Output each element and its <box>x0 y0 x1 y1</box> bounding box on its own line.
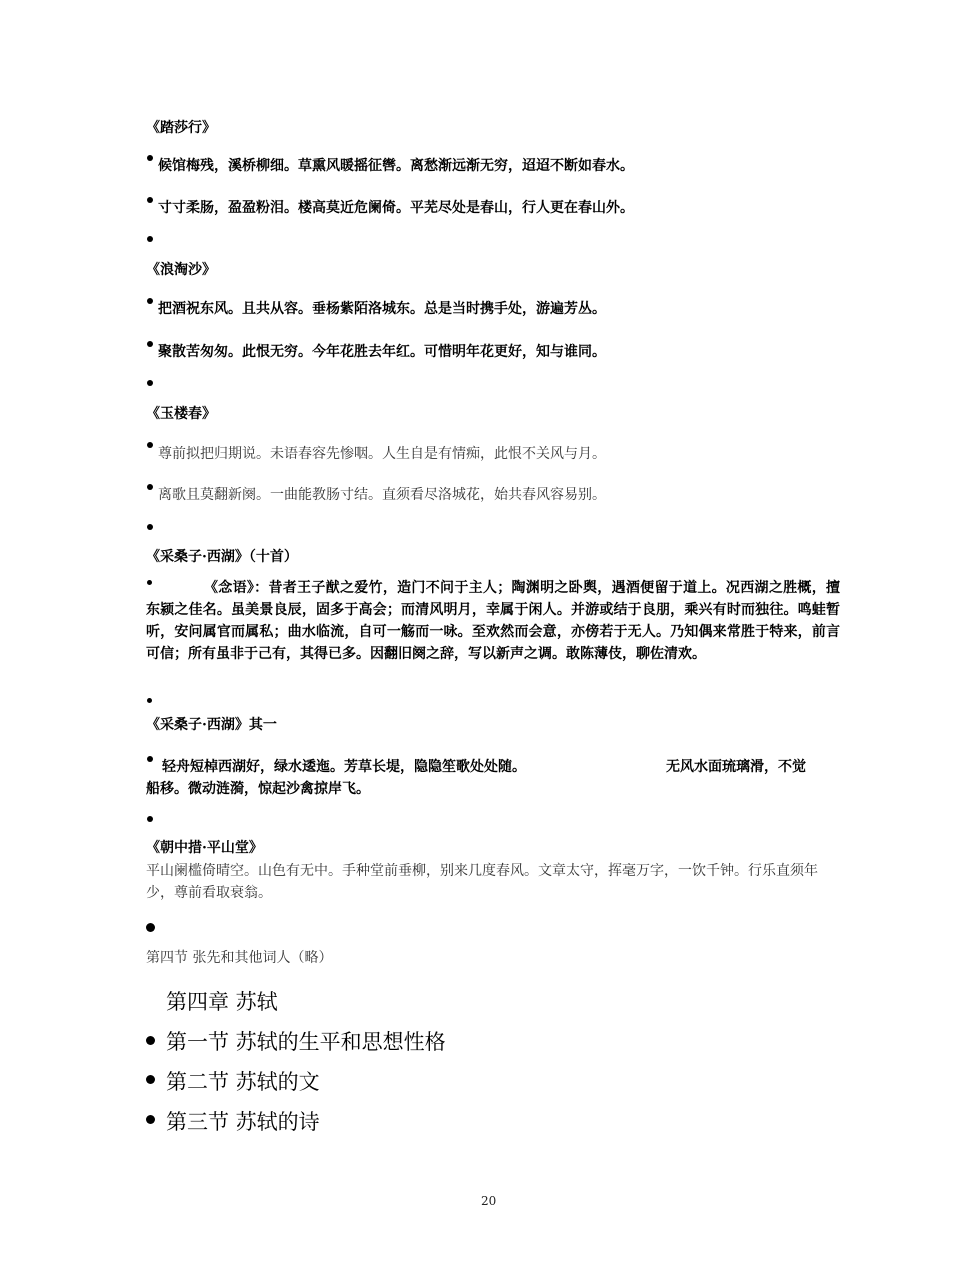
preface-paragraph: 《念语》：昔者王子猷之爱竹，造门不问于主人；陶渊明之卧舆，遇酒便留于道上。况西湖之胜概，擅东颍之佳名。虽美景良辰，固多于高会；而清风明月，幸属于闲人。并游或结于良朋，乘兴有时而独往。鸣蛙暂听，安问属官而属私；曲水临流，自可一觞而一咏。至欢然而会意，亦傍若于无人。乃知偶来常胜于特来，前言可信；所有虽非于己有，其得已多。因翻旧阕之辞，写以新声之调。敢陈薄伎，聊佐清欢。 <box>146 580 840 662</box>
bullet <box>146 1075 155 1084</box>
chapter-item: 第二节 苏轼的文 <box>166 1070 320 1094</box>
poem-line: 候馆梅残，溪桥柳细。草熏风暖摇征辔。离愁渐远渐无穷，迢迢不断如春水。 <box>158 158 634 174</box>
poem-line: 轻舟短棹西湖好，绿水逶迤。芳草长堤，隐隐笙歌处处随。 <box>162 759 526 775</box>
bullet <box>147 524 153 530</box>
poem-paragraph: 平山阑槛倚晴空。山色有无中。手种堂前垂柳，别来几度春风。文章太守，挥毫万字，一饮千钟。行乐直须年少，尊前看取衰翁。 <box>146 863 818 901</box>
bullet <box>146 1115 155 1124</box>
poem-title-yulouchun: 《玉楼春》 <box>146 406 216 422</box>
chapter-item: 第一节 苏轼的生平和思想性格 <box>166 1030 446 1054</box>
bullet <box>147 484 153 490</box>
bullet <box>147 236 153 242</box>
chapter-title: 第四章 苏轼 <box>166 990 278 1014</box>
bullet <box>147 155 153 161</box>
poem-line: 寸寸柔肠，盈盈粉泪。楼高莫近危阑倚。平芜尽处是春山，行人更在春山外。 <box>158 200 634 216</box>
bullet <box>147 341 153 347</box>
poem-title-langtaosha: 《浪淘沙》 <box>146 262 216 278</box>
chapter-item: 第三节 苏轼的诗 <box>166 1110 320 1134</box>
poem-line: 船移。微动涟漪，惊起沙禽掠岸飞。 <box>146 781 370 797</box>
poem-line: 离歌且莫翻新阕。一曲能教肠寸结。直须看尽洛城花，始共春风容易别。 <box>158 487 606 503</box>
poem-line: 把酒祝东风。且共从容。垂杨紫陌洛城东。总是当时携手处，游遍芳丛。 <box>158 301 606 317</box>
poem-line: 无风水面琉璃滑，不觉 <box>666 759 806 775</box>
bullet <box>147 298 153 304</box>
bullet <box>146 923 155 932</box>
page-number: 20 <box>481 1194 497 1208</box>
section-heading: 第四节 张先和其他词人（略） <box>146 950 333 966</box>
bullet <box>147 698 152 703</box>
poem-title-tashaxing: 《踏莎行》 <box>146 120 216 136</box>
bullet <box>146 1036 155 1045</box>
bullet <box>147 197 153 203</box>
poem-title-caisangzi-ten: 《采桑子·西湖》（十首） <box>146 549 298 565</box>
poem-title-caisangzi-one: 《采桑子·西湖》其一 <box>146 717 277 733</box>
bullet <box>147 756 153 762</box>
bullet <box>147 816 153 822</box>
poem-line: 聚散苦匆匆。此恨无穷。今年花胜去年红。可惜明年花更好，知与谁同。 <box>158 344 606 360</box>
bullet <box>147 442 153 448</box>
bullet <box>147 380 153 386</box>
poem-line: 尊前拟把归期说。未语春容先惨咽。人生自是有情痴，此恨不关风与月。 <box>158 446 606 462</box>
poem-title-zhaozhongcuo: 《朝中措·平山堂》 <box>146 840 263 856</box>
